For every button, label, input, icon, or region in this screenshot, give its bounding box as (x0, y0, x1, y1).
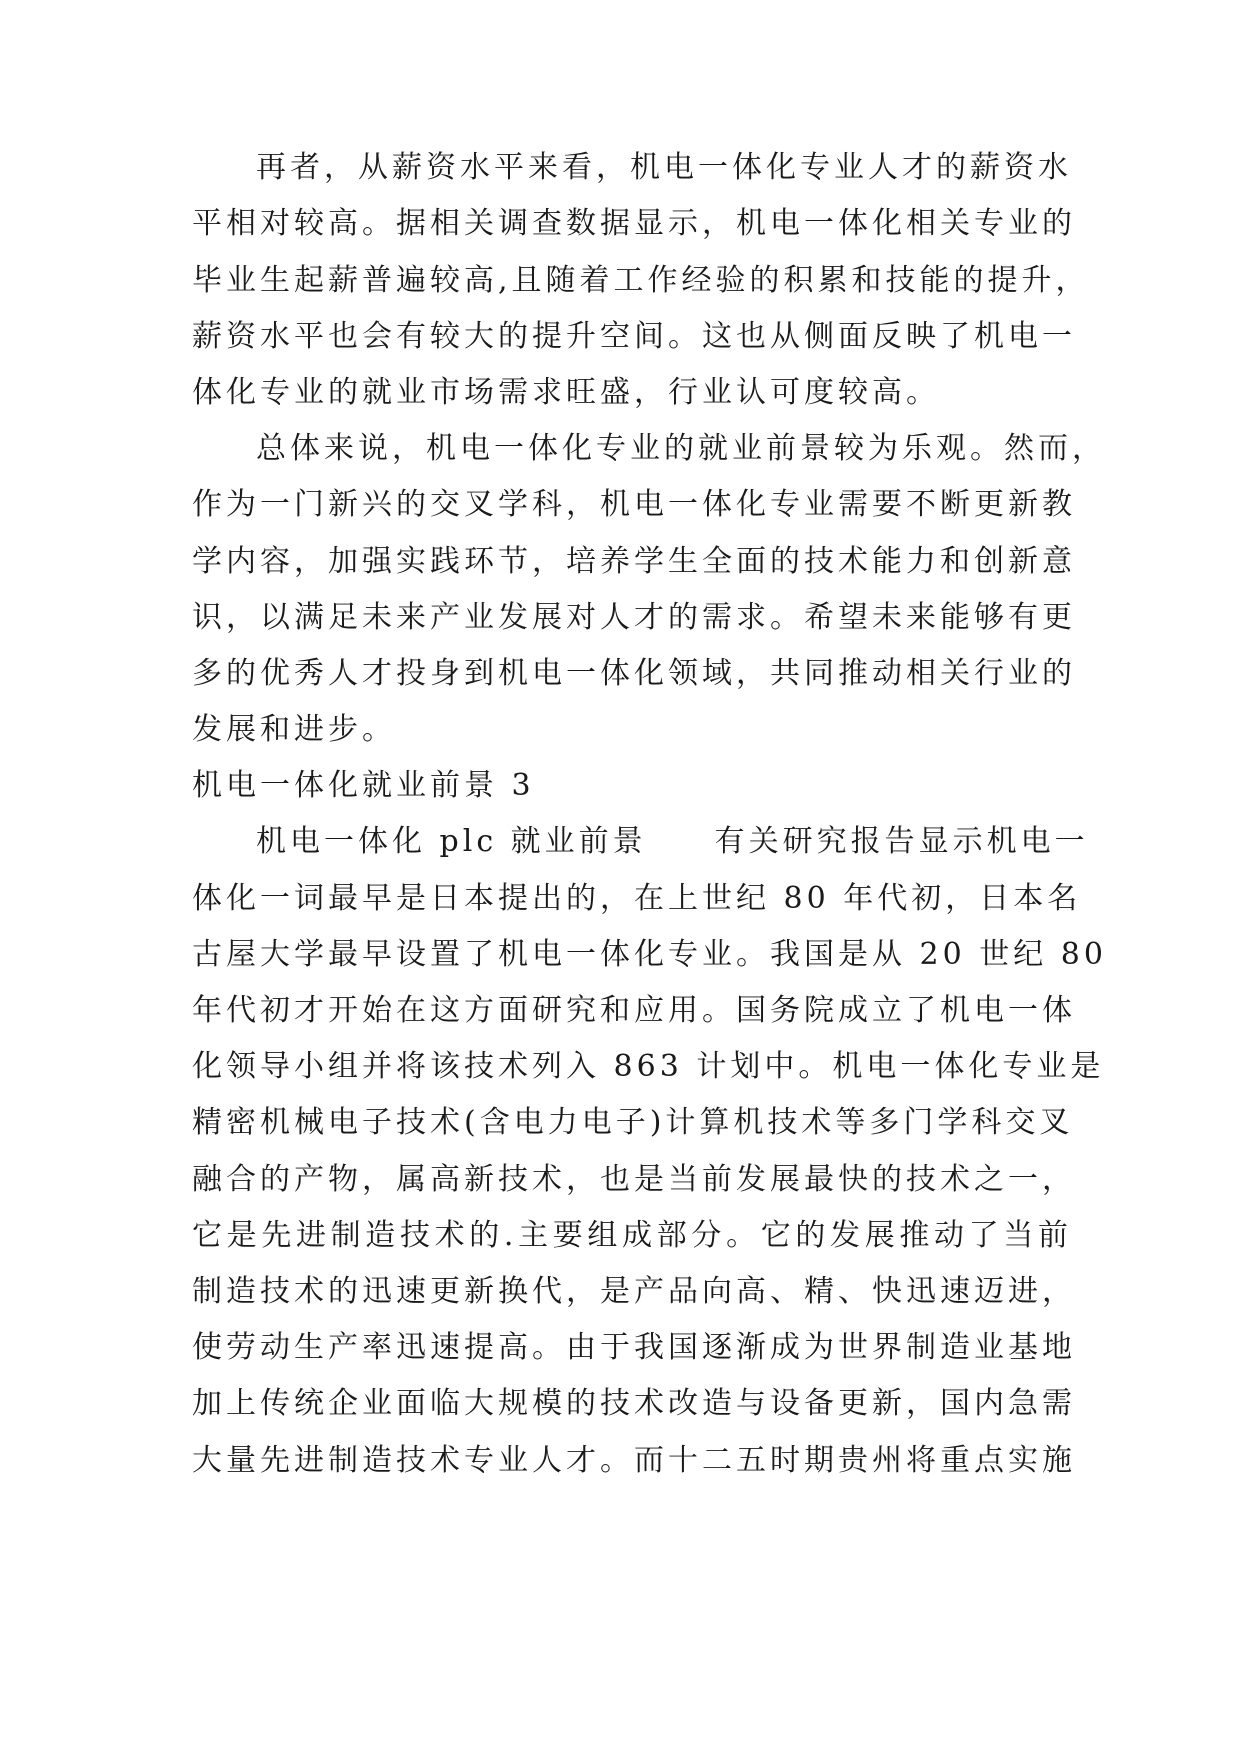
paragraph-3-line-5: 化领导小组并将该技术列入 863 计划中。机电一体化专业是 (192, 1049, 1105, 1084)
paragraph-2-line-5: 多的优秀人才投身到机电一体化领域，共同推动相关行业的 (192, 656, 1076, 691)
paragraph-3-line-2: 体化一词最早是日本提出的，在上世纪 80 年代初，日本名 (192, 881, 1082, 916)
paragraph-2-line-3: 学内容，加强实践环节，培养学生全面的技术能力和创新意 (192, 544, 1076, 579)
paragraph-1-line-1: 再者，从薪资水平来看，机电一体化专业人才的薪资水 (256, 150, 1072, 185)
paragraph-3-line-3: 古屋大学最早设置了机电一体化专业。我国是从 20 世纪 80 (192, 937, 1107, 972)
paragraph-2-line-2: 作为一门新兴的交叉学科，机电一体化专业需要不断更新教 (192, 487, 1076, 522)
paragraph-1-line-3: 毕业生起薪普遍较高,且随着工作经验的积累和技能的提升， (192, 263, 1090, 298)
paragraph-3-line-4: 年代初才开始在这方面研究和应用。国务院成立了机电一体 (192, 993, 1076, 1028)
paragraph-1-line-2: 平相对较高。据相关调查数据显示，机电一体化相关专业的 (192, 206, 1076, 241)
paragraph-3-line-8: 它是先进制造技术的.主要组成部分。它的发展推动了当前 (192, 1218, 1072, 1253)
paragraph-1-line-4: 薪资水平也会有较大的提升空间。这也从侧面反映了机电一 (192, 319, 1076, 354)
paragraph-2-line-4: 识，以满足未来产业发展对人才的需求。希望未来能够有更 (192, 600, 1076, 635)
paragraph-3-line-7: 融合的产物，属高新技术，也是当前发展最快的技术之一， (192, 1162, 1076, 1197)
paragraph-3-line-11: 加上传统企业面临大规模的技术改造与设备更新，国内急需 (192, 1386, 1076, 1421)
section-heading: 机电一体化就业前景 3 (192, 768, 535, 803)
paragraph-3-line-12: 大量先进制造技术专业人才。而十二五时期贵州将重点实施 (192, 1443, 1076, 1478)
paragraph-2-line-6: 发展和进步。 (192, 712, 396, 747)
paragraph-3-line-9: 制造技术的迅速更新换代，是产品向高、精、快迅速迈进， (192, 1274, 1076, 1309)
paragraph-2-line-1: 总体来说，机电一体化专业的就业前景较为乐观。然而， (256, 431, 1106, 466)
paragraph-3-line-10: 使劳动生产率迅速提高。由于我国逐渐成为世界制造业基地 (192, 1330, 1076, 1365)
paragraph-3-line-1: 机电一体化 plc 就业前景 有关研究报告显示机电一 (256, 824, 1089, 859)
paragraph-1-line-5: 体化专业的就业市场需求旺盛，行业认可度较高。 (192, 375, 940, 410)
paragraph-3-line-6: 精密机械电子技术(含电力电子)计算机技术等多门学科交叉 (192, 1105, 1074, 1140)
